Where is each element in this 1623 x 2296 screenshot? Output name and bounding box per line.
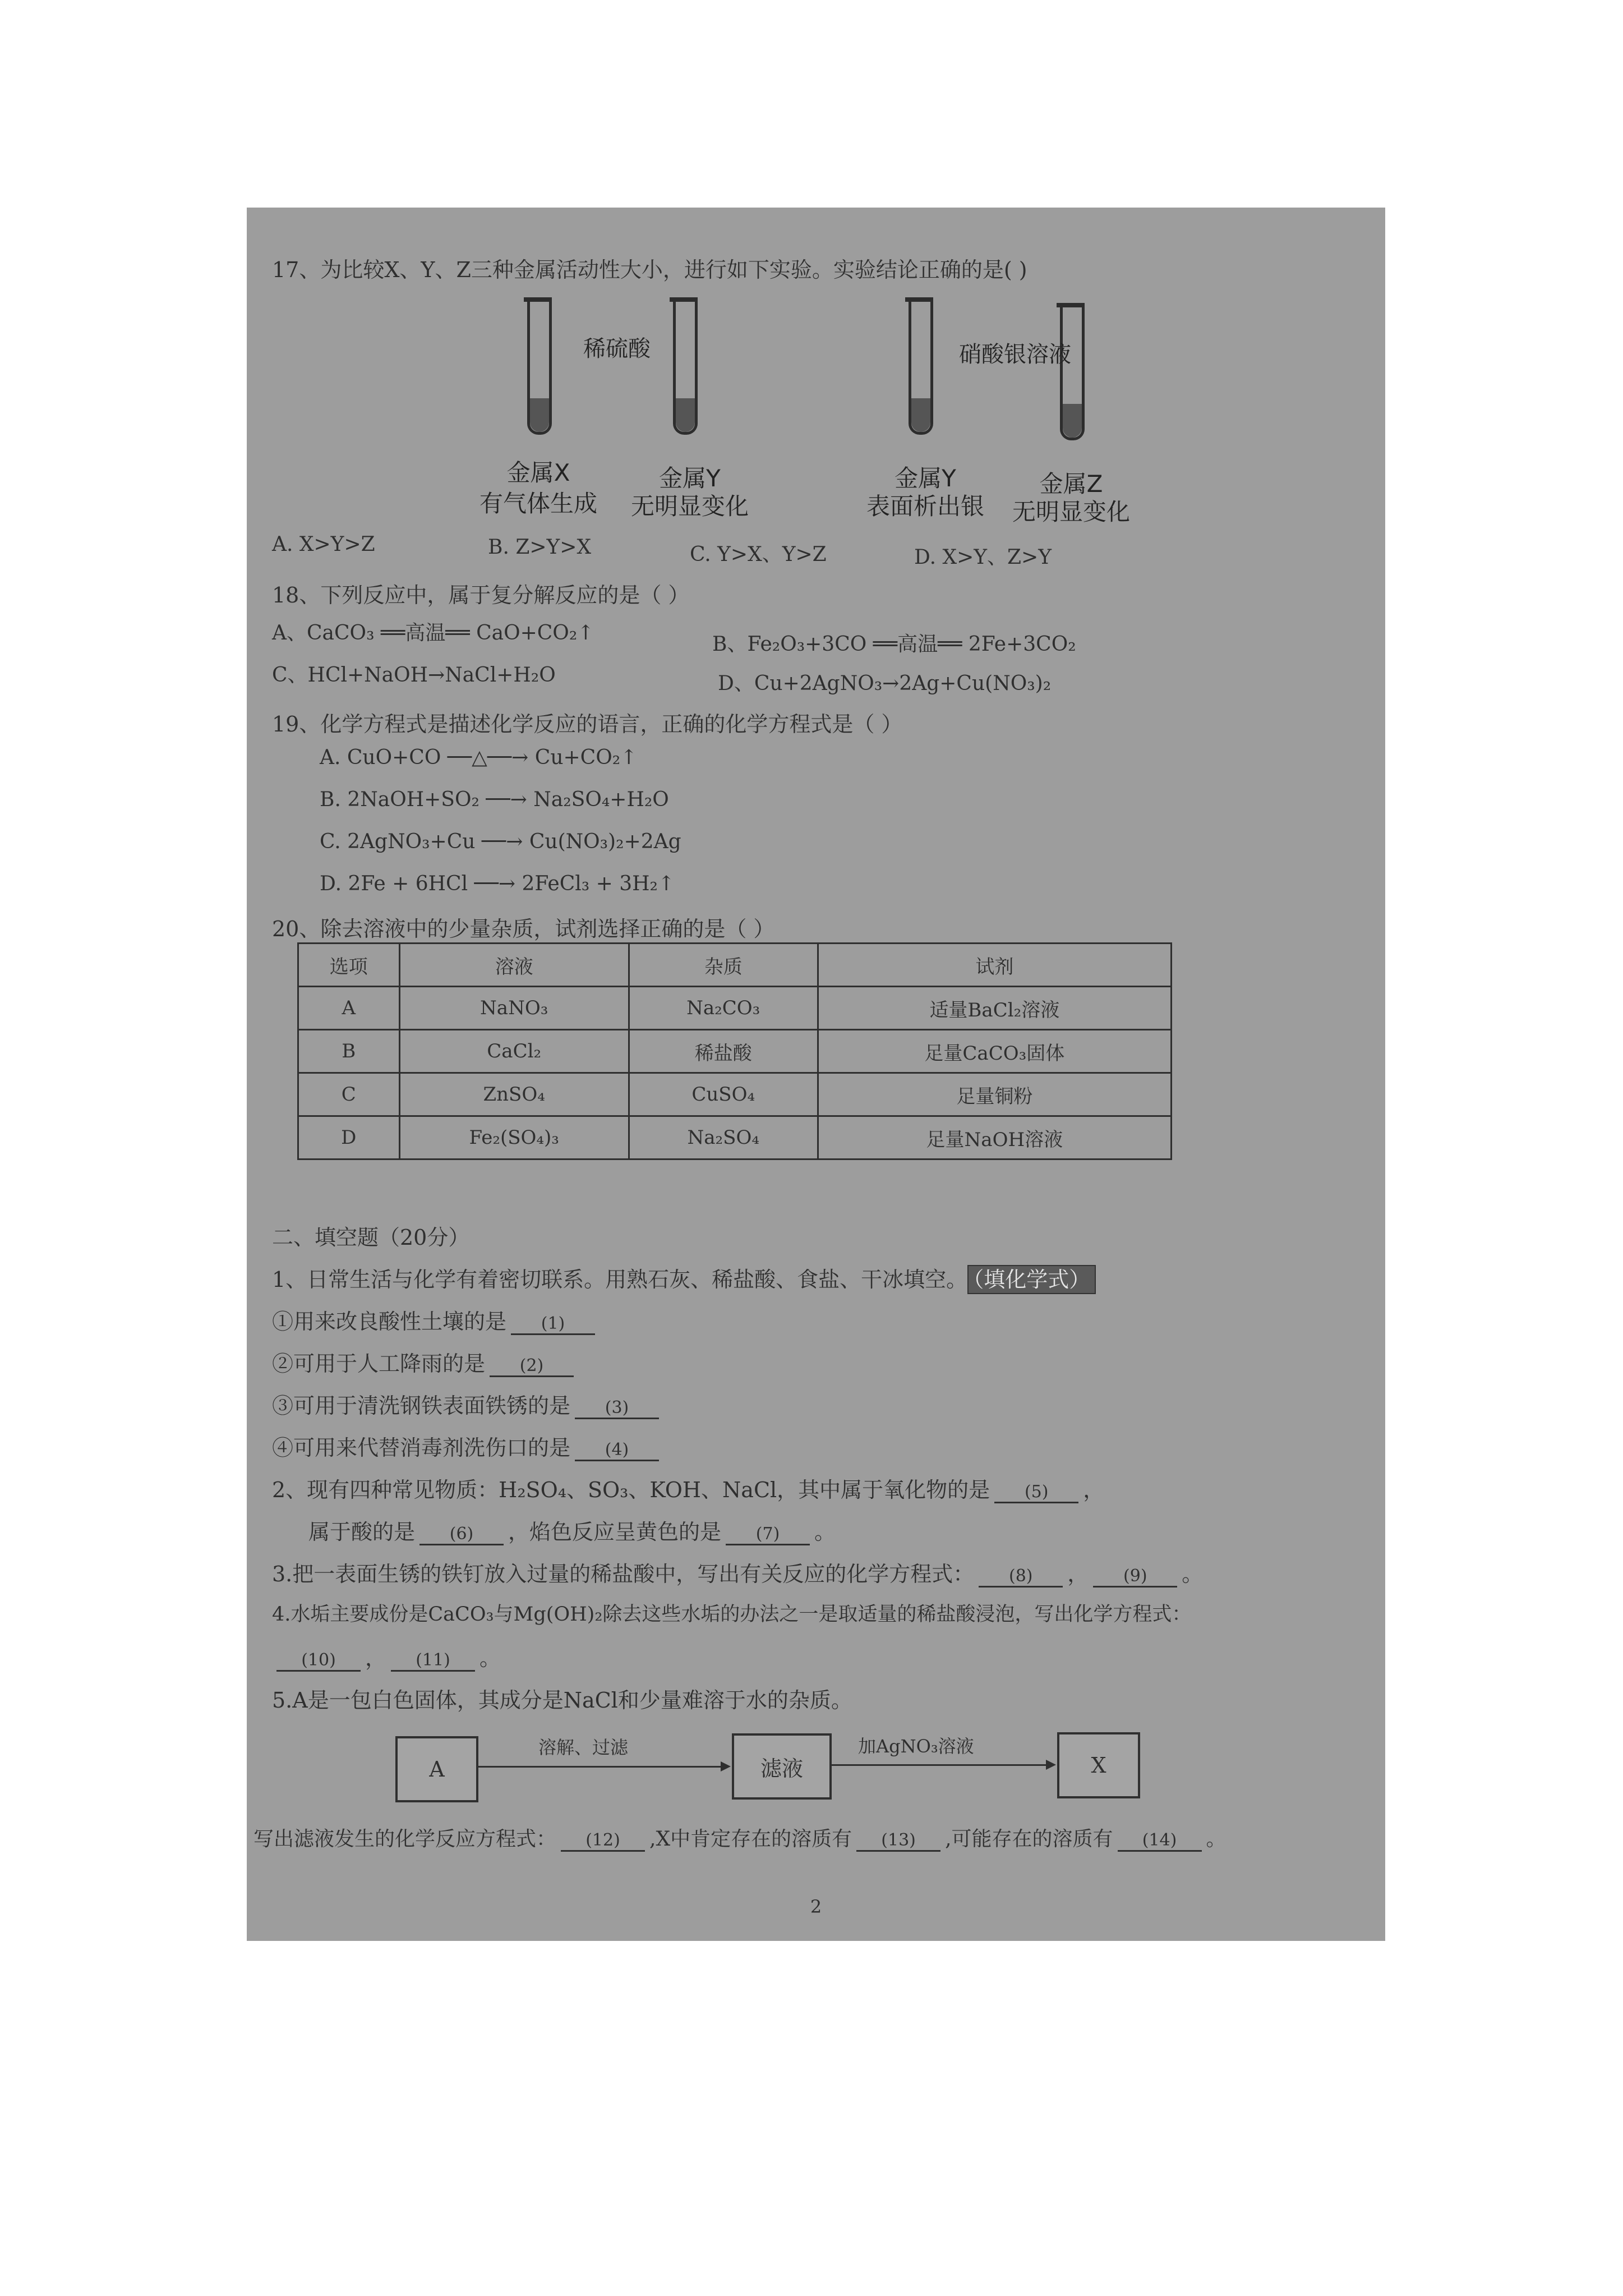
q18-option-b: B、Fe₂O₃+3CO ══高温══ 2Fe+3CO₂ xyxy=(712,633,1076,656)
table-header: 试剂 xyxy=(818,944,1171,987)
q19-option-a: A. CuO+CO ──△──→ Cu+CO₂↑ xyxy=(320,746,638,769)
q19-option-d: D. 2Fe + 6HCl ──→ 2FeCl₃ + 3H₂↑ xyxy=(320,872,675,895)
flow-arrow-1 xyxy=(476,1766,728,1768)
answer-blank[interactable]: (11) xyxy=(391,1650,475,1672)
test-tube-z xyxy=(1060,303,1085,440)
table-cell: 足量CaCO₃固体 xyxy=(818,1030,1171,1073)
answer-blank[interactable]: (5) xyxy=(994,1482,1078,1503)
answer-blank[interactable]: (1) xyxy=(511,1314,595,1335)
q17-option-b: B. Z>Y>X xyxy=(488,536,592,559)
fill-in-formula-note: （填化学式） xyxy=(967,1265,1096,1294)
flow-box-a: A xyxy=(395,1736,478,1802)
answer-blank[interactable]: (7) xyxy=(726,1524,810,1545)
tube-label-metal: 金属X xyxy=(506,459,570,486)
fill-q1-stem: 1、日常生活与化学有着密切联系。用熟石灰、稀盐酸、食盐、干冰填空。 （填化学式） xyxy=(272,1262,1096,1293)
table-header-row xyxy=(298,944,1172,987)
table-cell: C xyxy=(298,1073,400,1116)
table-row xyxy=(298,1030,1172,1073)
tube-label-result: 无明显变化 xyxy=(630,493,749,520)
table-row xyxy=(298,1116,1172,1159)
flow-box-filtrate: 滤液 xyxy=(732,1733,832,1800)
q20-stem: 20、除去溶液中的少量杂质，试剂选择正确的是（ ） xyxy=(272,917,775,941)
table-row xyxy=(298,1073,1172,1116)
tube-label-metal: 金属Y xyxy=(895,464,956,492)
fill-q4-blanks: (10) ， (11) 。 xyxy=(272,1641,501,1672)
test-tube-diagram xyxy=(460,292,1301,555)
flow-box-x: X xyxy=(1057,1732,1140,1798)
fill-q1-item: ②可用于人工降雨的是 (2) xyxy=(272,1346,578,1377)
table-cell: Fe₂(SO₄)₃ xyxy=(399,1116,629,1159)
table-cell: CuSO₄ xyxy=(629,1073,818,1116)
table-cell: CaCl₂ xyxy=(399,1030,629,1073)
answer-blank[interactable]: (12) xyxy=(561,1830,645,1852)
q18-option-c: C、HCl+NaOH→NaCl+H₂O xyxy=(272,664,556,687)
table-row xyxy=(298,987,1172,1030)
tube-label-metal: 金属Z xyxy=(1039,470,1103,498)
fill-q1-item: ③可用于清洗钢铁表面铁锈的是 (3) xyxy=(272,1388,663,1419)
answer-blank[interactable]: (14) xyxy=(1118,1830,1202,1852)
section-2-title: 二、填空题（20分） xyxy=(272,1225,470,1250)
q19-option-b: B. 2NaOH+SO₂ ──→ Na₂SO₄+H₂O xyxy=(320,788,669,811)
fill-q2: 2、现有四种常见物质：H₂SO₄、SO₃、KOH、NaCl，其中属于氧化物的是 (5) ， xyxy=(272,1478,1105,1502)
fill-q4: 4.水垢主要成份是CaCO₃与Mg(OH)₂除去这些水垢的办法之一是取适量的稀盐酸浸泡，写出化学方程式： xyxy=(272,1603,1192,1626)
test-tube-y2 xyxy=(909,297,933,435)
fill-q2-cont: 属于酸的是 (6) ，焰色反应呈黄色的是 (7) 。 xyxy=(308,1520,836,1544)
fill-q5-tail: 写出滤液发生的化学反应方程式： (12) ,X中肯定存在的溶质有 (13) ,可能存在的溶质有 (14) 。 xyxy=(253,1828,1227,1851)
table-cell: Na₂CO₃ xyxy=(629,987,818,1030)
table-cell: 足量NaOH溶液 xyxy=(818,1116,1171,1159)
q17-option-a: A. X>Y>Z xyxy=(272,533,375,556)
answer-blank[interactable]: (8) xyxy=(979,1566,1063,1588)
tube-label-result: 有气体生成 xyxy=(479,490,597,517)
q18-option-d: D、Cu+2AgNO₃→2Ag+Cu(NO₃)₂ xyxy=(718,672,1052,695)
table-cell: 足量铜粉 xyxy=(818,1073,1171,1116)
table-cell: 适量BaCl₂溶液 xyxy=(818,987,1171,1030)
answer-blank[interactable]: (13) xyxy=(856,1830,940,1852)
q18-option-a: A、CaCO₃ ══高温══ CaO+CO₂↑ xyxy=(272,622,594,645)
fill-q3: 3.把一表面生锈的铁钉放入过量的稀盐酸中，写出有关反应的化学方程式： (8) ， (9) 。 xyxy=(272,1562,1204,1586)
answer-blank[interactable]: (10) xyxy=(276,1650,361,1672)
answer-blank[interactable]: (4) xyxy=(575,1440,659,1461)
fill-q5: 5.A是一包白色固体，其成分是NaCl和少量难溶于水的杂质。 xyxy=(272,1688,852,1713)
table-cell: D xyxy=(298,1116,400,1159)
reagent-silver-nitrate: 硝酸银溶液 xyxy=(959,342,1071,367)
exam-page xyxy=(247,208,1385,1941)
flow-step-2-label: 加AgNO₃溶液 xyxy=(858,1736,974,1757)
table-cell: ZnSO₄ xyxy=(399,1073,629,1116)
fill-q1-item: ④可用来代替消毒剂洗伤口的是 (4) xyxy=(272,1430,663,1461)
answer-blank[interactable]: (6) xyxy=(419,1524,504,1545)
q18-stem: 18、下列反应中，属于复分解反应的是（ ） xyxy=(272,583,690,608)
answer-blank[interactable]: (2) xyxy=(490,1356,574,1377)
flow-step-1-label: 溶解、过滤 xyxy=(538,1737,629,1758)
reagent-dilute-sulfuric-acid: 稀硫酸 xyxy=(583,336,651,362)
q17-option-d: D. X>Y、Z>Y xyxy=(914,546,1052,569)
table-cell: 稀盐酸 xyxy=(629,1030,818,1073)
test-tube-y1 xyxy=(673,297,698,435)
table-cell: NaNO₃ xyxy=(399,987,629,1030)
tube-label-result: 表面析出银 xyxy=(866,493,984,520)
tube-label-result: 无明显变化 xyxy=(1012,498,1130,526)
answer-blank[interactable]: (9) xyxy=(1093,1566,1177,1588)
q20-table xyxy=(297,942,1172,1160)
q17-stem: 17、为比较X、Y、Z三种金属活动性大小，进行如下实验。实验结论正确的是( ) xyxy=(272,257,1027,282)
page-number: 2 xyxy=(810,1896,822,1917)
table-cell: Na₂SO₄ xyxy=(629,1116,818,1159)
fill-q1-item: ①用来改良酸性土壤的是 (1) xyxy=(272,1304,600,1335)
flow-arrow-2 xyxy=(829,1764,1054,1766)
q19-option-c: C. 2AgNO₃+Cu ──→ Cu(NO₃)₂+2Ag xyxy=(320,830,681,853)
table-cell: A xyxy=(298,987,400,1030)
tube-label-metal: 金属Y xyxy=(659,464,721,492)
table-header: 溶液 xyxy=(399,944,629,987)
answer-blank[interactable]: (3) xyxy=(575,1398,659,1419)
q17-option-c: C. Y>X、Y>Z xyxy=(690,543,827,566)
table-header: 选项 xyxy=(298,944,400,987)
q19-stem: 19、化学方程式是描述化学反应的语言，正确的化学方程式是（ ） xyxy=(272,712,903,737)
table-cell: B xyxy=(298,1030,400,1073)
table-header: 杂质 xyxy=(629,944,818,987)
test-tube-x xyxy=(527,297,552,435)
